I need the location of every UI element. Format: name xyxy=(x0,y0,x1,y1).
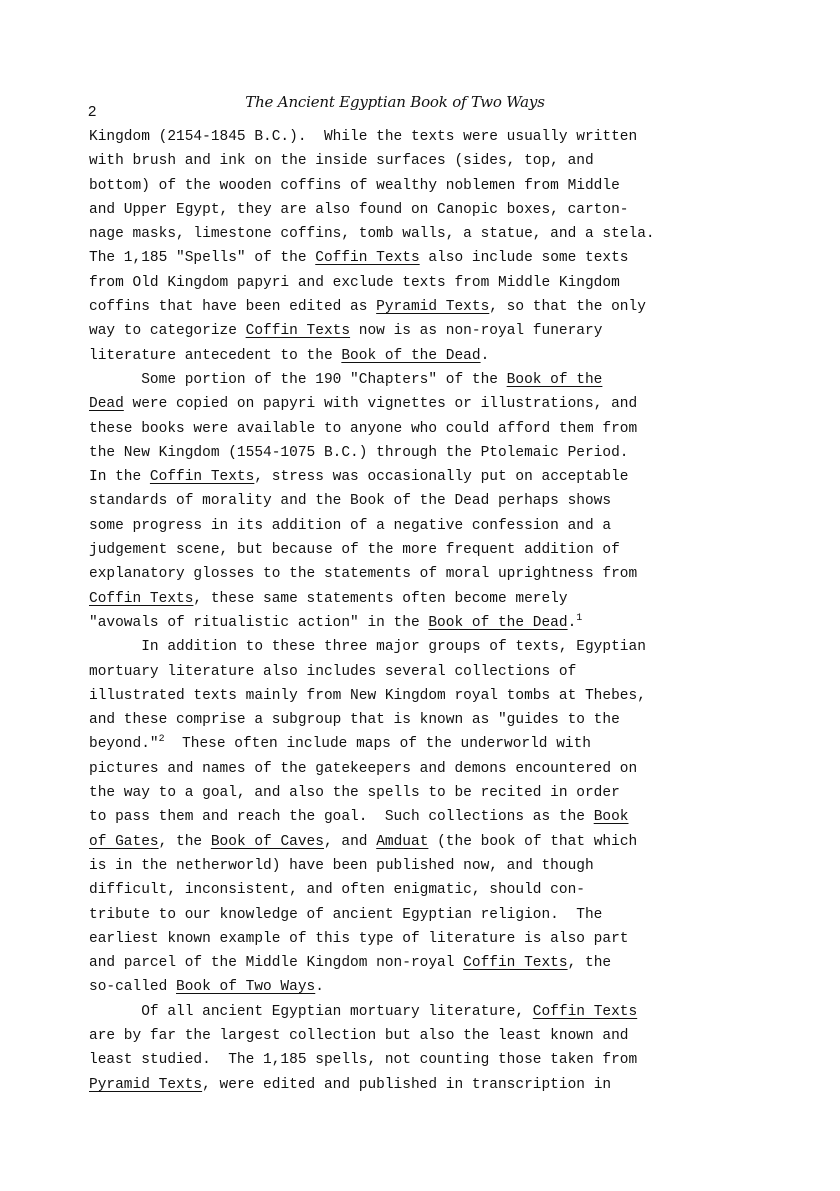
text-run: mortuary literature also includes several collections of xyxy=(89,663,577,680)
text-run: Some portion of the 190 "Chapters" of the xyxy=(89,371,507,388)
underlined-title: Amduat xyxy=(376,833,429,850)
text-line xyxy=(89,295,729,319)
text-line xyxy=(89,319,729,343)
text-run: difficult, inconsistent, and often enigmatic, should con- xyxy=(89,882,585,899)
text-line xyxy=(89,587,729,611)
text-run: to pass them and reach the goal. Such collections as the xyxy=(89,809,594,826)
underlined-title: Book of Two Ways xyxy=(176,979,316,996)
text-run: illustrated texts mainly from New Kingdom royal tombs at Thebes, xyxy=(89,687,646,704)
text-line xyxy=(89,732,729,756)
text-line xyxy=(89,975,729,999)
underlined-title: Book of Caves xyxy=(210,833,324,850)
text-line xyxy=(89,538,729,562)
text-run: least studied. The 1,185 spells, not counting those taken from xyxy=(89,1052,638,1069)
footnote-marker: 2 xyxy=(158,734,165,746)
text-run: , the xyxy=(158,833,211,850)
text-line xyxy=(89,951,729,975)
underlined-title: Coffin Texts xyxy=(149,469,255,486)
underlined-title: Pyramid Texts xyxy=(89,1076,203,1093)
text-run: with brush and ink on the inside surfaces (sides, top, and xyxy=(89,153,594,170)
text-run: these books were available to anyone who could afford them from xyxy=(89,420,638,437)
text-line xyxy=(89,878,729,902)
page-number: 2 xyxy=(88,103,97,120)
text-line xyxy=(89,125,729,149)
text-run: , the xyxy=(567,955,612,972)
text-line xyxy=(89,830,729,854)
text-line xyxy=(89,854,729,878)
underlined-title: Coffin Texts xyxy=(463,955,568,972)
text-line xyxy=(89,562,729,586)
underlined-title: Pyramid Texts xyxy=(376,299,490,316)
text-run: and Upper Egypt, they are also found on Canopic boxes, carton- xyxy=(89,201,629,218)
text-line xyxy=(89,368,729,392)
text-line xyxy=(89,1073,729,1097)
text-run: , stress was occasionally put on acceptable xyxy=(254,469,629,486)
underlined-title: Book of the xyxy=(506,371,603,388)
underlined-title: Book xyxy=(593,809,629,826)
text-run: These often include maps of the underworld with xyxy=(164,736,592,753)
text-run: , were edited and published in transcription in xyxy=(202,1076,612,1093)
text-run: In the xyxy=(89,469,150,486)
text-run: "avowals of ritualistic action" in the xyxy=(89,614,429,631)
text-run: (the book of that which xyxy=(428,833,638,850)
text-line xyxy=(89,392,729,416)
text-line xyxy=(89,781,729,805)
text-run: , so that the only xyxy=(489,299,646,316)
text-run: pictures and names of the gatekeepers and demons encountered on xyxy=(89,760,638,777)
text-line xyxy=(89,465,729,489)
text-run: coffins that have been edited as xyxy=(89,299,377,316)
text-run: is in the netherworld) have been published now, and though xyxy=(89,857,594,874)
text-run: literature antecedent to the xyxy=(89,347,342,364)
text-line xyxy=(89,489,729,513)
underlined-title: Dead xyxy=(89,396,124,413)
text-run: The 1,185 "Spells" of the xyxy=(89,250,316,267)
text-run: tribute to our knowledge of ancient Egyptian religion. The xyxy=(89,906,603,923)
text-run: from Old Kingdom papyri and exclude texts from Middle Kingdom xyxy=(89,274,620,291)
underlined-title: Coffin Texts xyxy=(315,250,420,267)
text-run: beyond." xyxy=(89,736,159,753)
body-text xyxy=(89,125,729,1097)
text-run: , and xyxy=(323,833,377,850)
text-run: Kingdom (2154-1845 B.C.). While the texts were usually written xyxy=(89,129,638,145)
underlined-title: Book of the Dead xyxy=(341,347,481,364)
text-run: earliest known example of this type of literature is also part xyxy=(89,930,629,947)
text-run: In addition to these three major groups of texts, Egyptian xyxy=(89,639,646,656)
text-line xyxy=(89,708,729,732)
underlined-title: Coffin Texts xyxy=(245,323,351,340)
text-run: were copied on papyri with vignettes or illustrations, and xyxy=(123,396,638,413)
underlined-title: Coffin Texts xyxy=(532,1003,638,1020)
text-line xyxy=(89,1024,729,1048)
text-line xyxy=(89,611,729,635)
text-line xyxy=(89,805,729,829)
text-run: the way to a goal, and also the spells to be recited in order xyxy=(89,785,620,802)
text-line xyxy=(89,149,729,173)
text-line xyxy=(89,417,729,441)
text-run: standards of morality and the Book of the Dead perhaps shows xyxy=(89,493,612,510)
text-line xyxy=(89,222,729,246)
text-run: also include some texts xyxy=(419,250,629,267)
text-run: and these comprise a subgroup that is known as "guides to the xyxy=(89,712,620,729)
text-line xyxy=(89,1048,729,1072)
text-run: nage masks, limestone coffins, tomb walls, a statue, and a stela. xyxy=(89,226,655,243)
text-line xyxy=(89,344,729,368)
text-run: some progress in its addition of a negative confession and a xyxy=(89,517,612,534)
text-line xyxy=(89,903,729,927)
underlined-title: Coffin Texts xyxy=(89,590,194,607)
text-line xyxy=(89,198,729,222)
text-line xyxy=(89,684,729,708)
text-run: Of all ancient Egyptian mortuary literature, xyxy=(89,1003,533,1020)
text-run: . xyxy=(315,979,324,996)
text-line xyxy=(89,271,729,295)
text-line xyxy=(89,514,729,538)
text-run: judgement scene, but because of the more frequent addition of xyxy=(89,542,620,559)
underlined-title: of Gates xyxy=(89,833,159,850)
text-run: bottom) of the wooden coffins of wealthy noblemen from Middle xyxy=(89,177,620,194)
text-run: so-called xyxy=(89,979,177,996)
text-run: the New Kingdom (1554-1075 B.C.) through the Ptolemaic Period. xyxy=(89,444,629,461)
text-line xyxy=(89,757,729,781)
text-line xyxy=(89,927,729,951)
text-run: explanatory glosses to the statements of moral uprightness from xyxy=(89,566,638,583)
footnote-marker: 1 xyxy=(576,612,583,624)
running-title: The Ancient Egyptian Book of Two Ways xyxy=(245,93,545,111)
text-line xyxy=(89,660,729,684)
text-run: . xyxy=(567,614,577,631)
text-line xyxy=(89,635,729,659)
underlined-title: Book of the Dead xyxy=(428,614,568,631)
text-run: way to categorize xyxy=(89,323,246,340)
text-line xyxy=(89,246,729,270)
text-line xyxy=(89,441,729,465)
text-run: and parcel of the Middle Kingdom non-royal xyxy=(89,955,464,972)
text-run: now is as non-royal funerary xyxy=(350,323,603,340)
text-run: are by far the largest collection but also the least known and xyxy=(89,1027,629,1044)
text-run: . xyxy=(480,347,490,364)
text-line xyxy=(89,174,729,198)
text-line xyxy=(89,1000,729,1024)
text-run: , these same statements often become merely xyxy=(193,590,568,607)
